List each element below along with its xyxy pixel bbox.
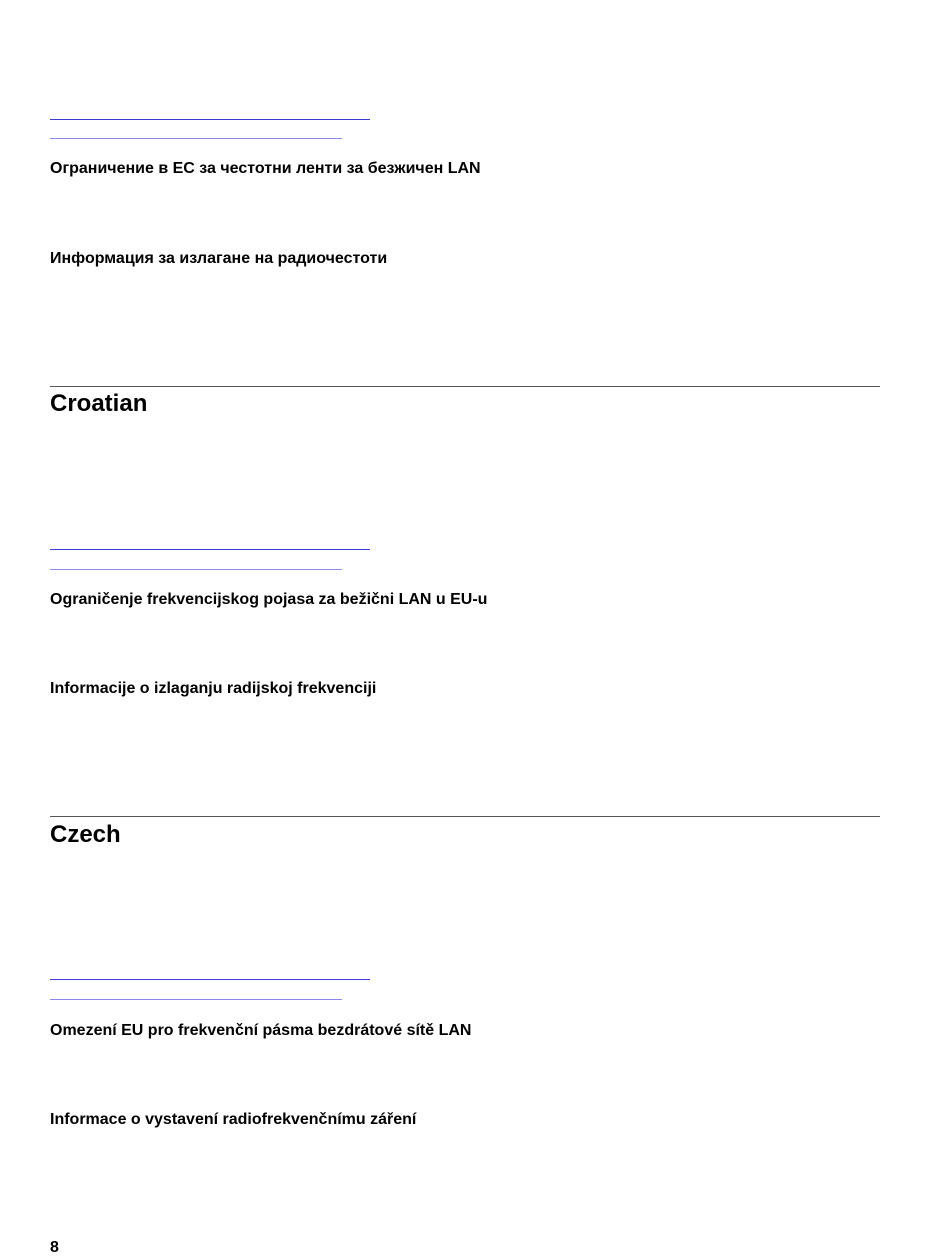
czech-rf-exposure-heading: Informace o vystavení radiofrekvenčnímu záření [50,1111,417,1128]
hyperlink-underline[interactable] [50,138,342,139]
hyperlink-underline[interactable] [50,569,342,570]
bulgarian-rf-exposure-heading: Информация за излагане на радиочестоти [50,250,388,267]
hyperlink-underline[interactable] [50,979,370,980]
section-divider [50,386,880,387]
hyperlink-underline[interactable] [50,119,370,120]
section-divider [50,816,880,817]
croatian-eu-restriction-heading: Ograničenje frekvencijskog pojasa za bežični LAN u EU-u [50,591,488,608]
hyperlink-underline[interactable] [50,549,370,550]
page-number: 8 [50,1239,59,1256]
czech-eu-restriction-heading: Omezení EU pro frekvenční pásma bezdrátové sítě LAN [50,1022,472,1039]
croatian-rf-exposure-heading: Informacije o izlaganju radijskoj frekvenciji [50,680,377,697]
czech-section-title: Czech [50,821,121,848]
bulgarian-eu-restriction-heading: Ограничение в ЕС за честотни ленти за безжичен LAN [50,160,481,177]
croatian-section-title: Croatian [50,390,148,417]
hyperlink-underline[interactable] [50,999,342,1000]
